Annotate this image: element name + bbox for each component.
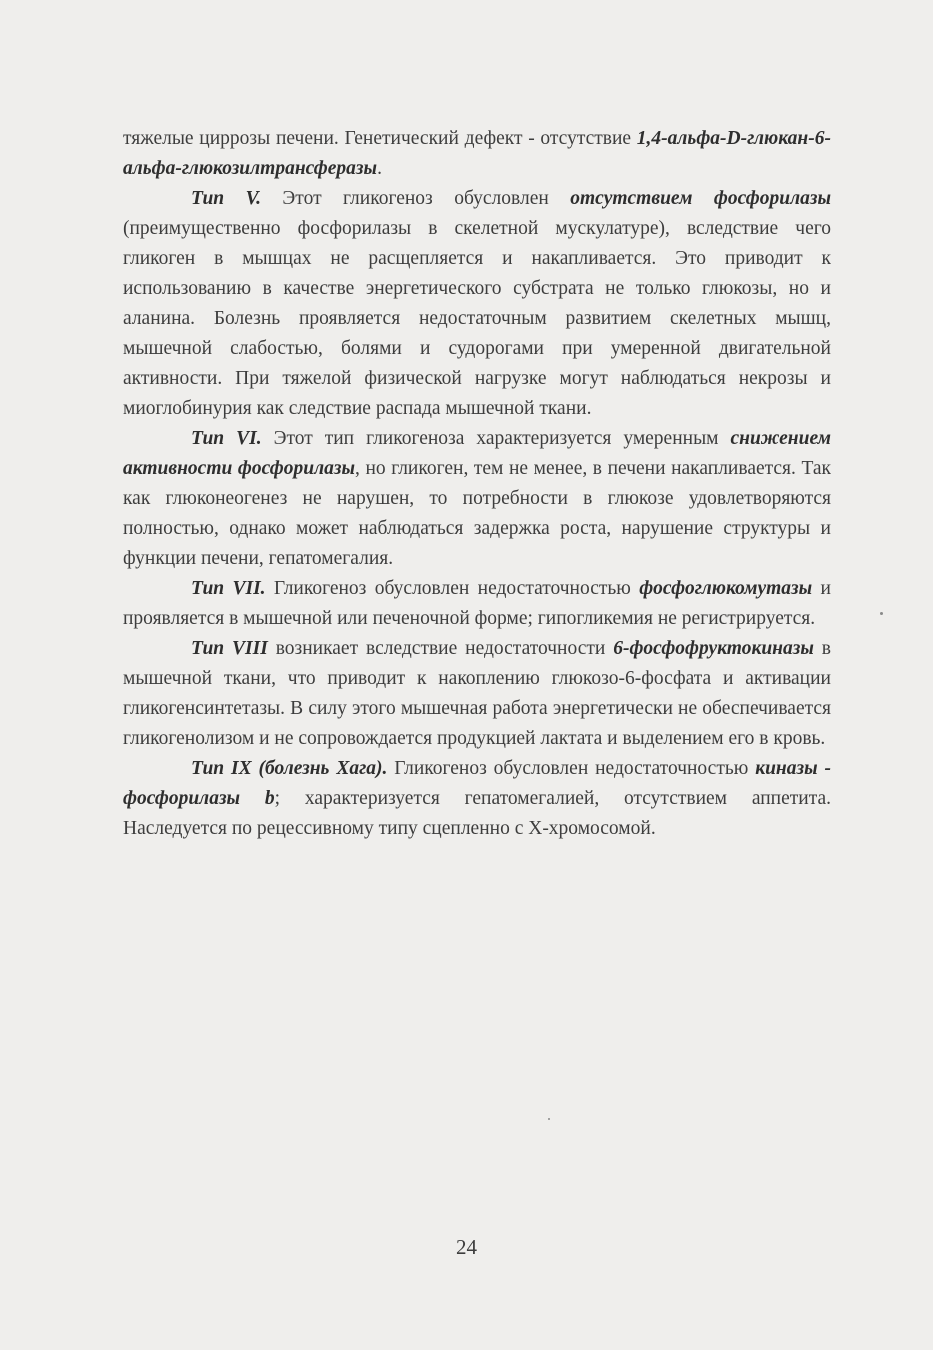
emphasized-term: отсутствием фосфорилазы (570, 188, 831, 209)
emphasized-term: Тип VII. (191, 578, 266, 599)
text-run: и проявляется в мышечной или печеночной форме; гипогликемия не регистрируется. (123, 578, 831, 629)
paragraph (123, 124, 831, 184)
emphasized-term: фосфоглюкомутазы (639, 578, 813, 599)
text-run: Этот гликогеноз обусловлен (260, 188, 571, 209)
paragraph (123, 634, 831, 754)
emphasized-term: Тип VI. (191, 428, 262, 449)
text-run: в мышечной ткани, что приводит к накоплению глюкозо-6-фосфата и активации гликогенсинтетазы. В силу этого мышечная работа энергетически не обеспечивается гликогенолизом и не сопровождается продукцией лактата и выделением его в кровь. (123, 638, 831, 749)
emphasized-term: киназы - фосфорилазы b (123, 758, 831, 809)
emphasized-term: Тип V. (191, 188, 261, 209)
paragraph (123, 424, 831, 574)
paragraph (123, 754, 831, 844)
text-run: , но гликоген, тем не менее, в печени накапливается. Так как глюконеогенез не нарушен, то потребности в глюкозе удовлетворяются полностью, однако может наблюдаться задержка роста, нарушение структуры и функции печени, гепатомегалия. (123, 458, 832, 569)
scan-speck (880, 612, 883, 615)
emphasized-term: Тип VIII (191, 638, 268, 659)
emphasized-term: 1,4-альфа-D-глюкан-6-альфа-глюкозилтрансферазы (123, 128, 831, 179)
emphasized-term: 6-фосфофруктокиназы (613, 638, 814, 659)
text-run: возникает вследствие недостаточности (267, 638, 614, 659)
body-text (123, 124, 831, 844)
text-run: Этот тип гликогеноза характеризуется умеренным (261, 428, 731, 449)
text-run: тяжелые циррозы печени. Генетический дефект - отсутствие (123, 128, 637, 149)
paragraph (123, 184, 831, 424)
emphasized-term: снижением активности фосфорилазы (123, 428, 832, 479)
text-run: (преимущественно фосфорилазы в скелетной мускулатуре), вследствие чего гликоген в мышцах не расщепляется и накапливается. Это приводит к использованию в качестве энергетического субстрата не только глюкозы, но и аланина. Болезнь проявляется недостаточным развитием скелетных мышц, мышечной слабостью, болями и судорогами при умеренной двигательной активности. При тяжелой физической нагрузке могут наблюдаться некрозы и миоглобинурия как следствие распада мышечной ткани. (123, 218, 831, 419)
scan-speck (548, 1118, 550, 1120)
text-run: Гликогеноз обусловлен недостаточностью (265, 578, 640, 599)
emphasized-term: Тип IX (болезнь Хага). (191, 758, 388, 779)
paragraph (123, 574, 831, 634)
text-run: ; характеризуется гепатомегалией, отсутствием аппетита. Наследуется по рецессивному типу сцепленно с Х-хромосомой. (123, 788, 831, 839)
text-run: Гликогеноз обусловлен недостаточностью (387, 758, 756, 779)
text-run: . (377, 158, 382, 179)
page-number: 24 (456, 1235, 477, 1259)
